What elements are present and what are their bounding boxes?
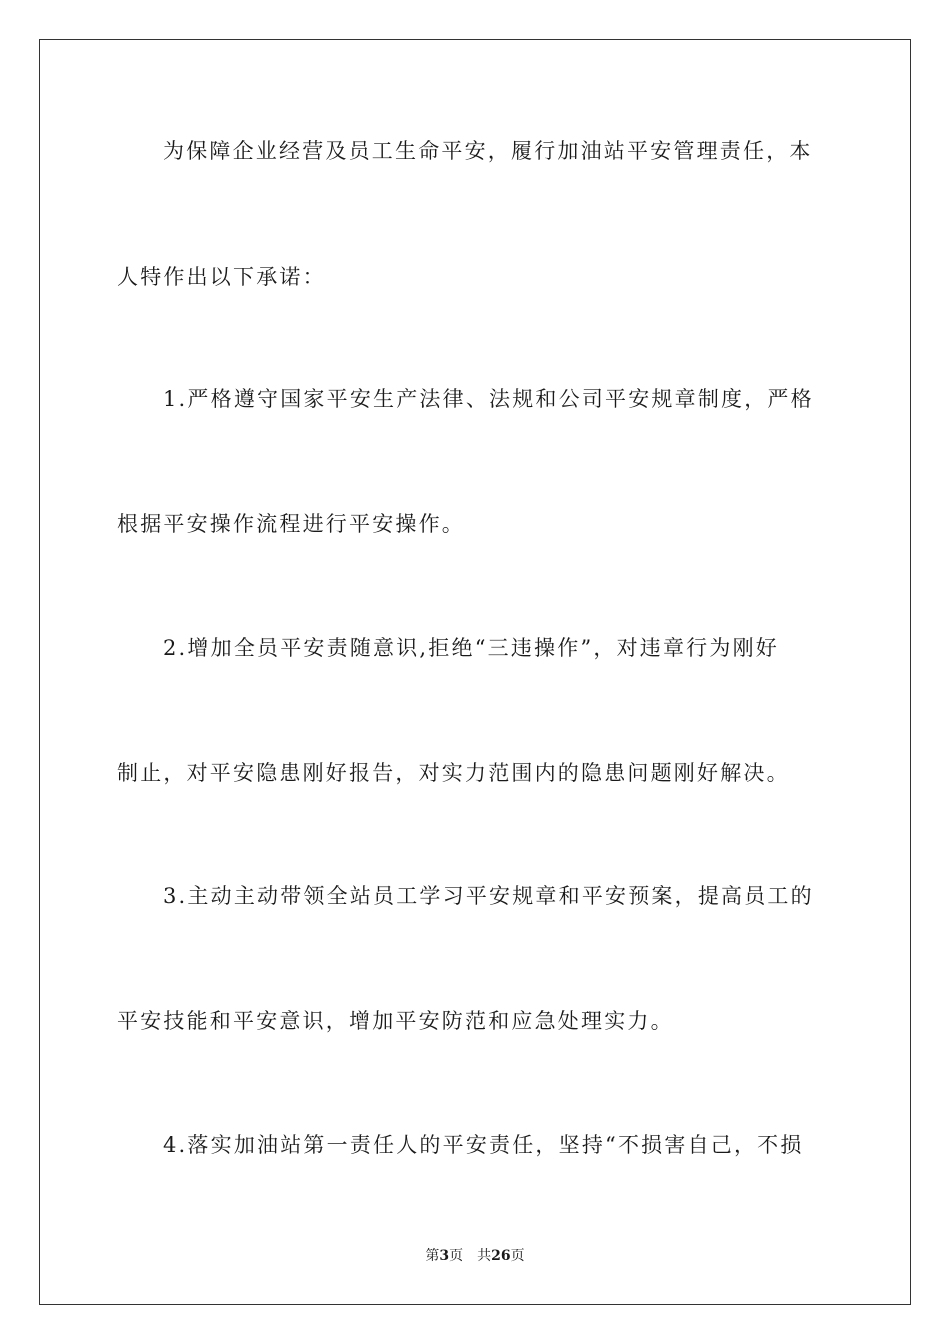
- page-number: 3: [439, 1248, 450, 1264]
- page-suffix: 页: [449, 1248, 464, 1264]
- total-suffix: 页: [510, 1248, 525, 1264]
- paragraph-intro-line-2: 人特作出以下承诺：: [117, 265, 326, 289]
- item-2-line-1: 2.增加全员平安责随意识,拒绝“三违操作”，对违章行为刚好: [163, 636, 779, 660]
- item-2-line-2: 制止，对平安隐患刚好报告，对实力范围内的隐患问题刚好解决。: [117, 761, 790, 785]
- page-border: [39, 39, 911, 1305]
- page-footer: [0, 1246, 950, 1266]
- item-3-line-1: 3.主动主动带领全站员工学习平安规章和平安预案，提高员工的: [163, 884, 814, 908]
- item-4-line-1: 4.落实加油站第一责任人的平安责任，坚持“不损害自己，不损: [163, 1133, 804, 1157]
- item-1-line-2: 根据平安操作流程进行平安操作。: [117, 512, 465, 536]
- page-prefix: 第: [425, 1248, 440, 1264]
- total-prefix: 共: [477, 1248, 492, 1264]
- paragraph-intro-line-1: 为保障企业经营及员工生命平安，履行加油站平安管理责任，本: [163, 139, 813, 163]
- item-1-line-1: 1.严格遵守国家平安生产法律、法规和公司平安规章制度，严格: [163, 387, 814, 411]
- total-pages: 26: [491, 1248, 511, 1264]
- item-3-line-2: 平安技能和平安意识，增加平安防范和应急处理实力。: [117, 1009, 674, 1033]
